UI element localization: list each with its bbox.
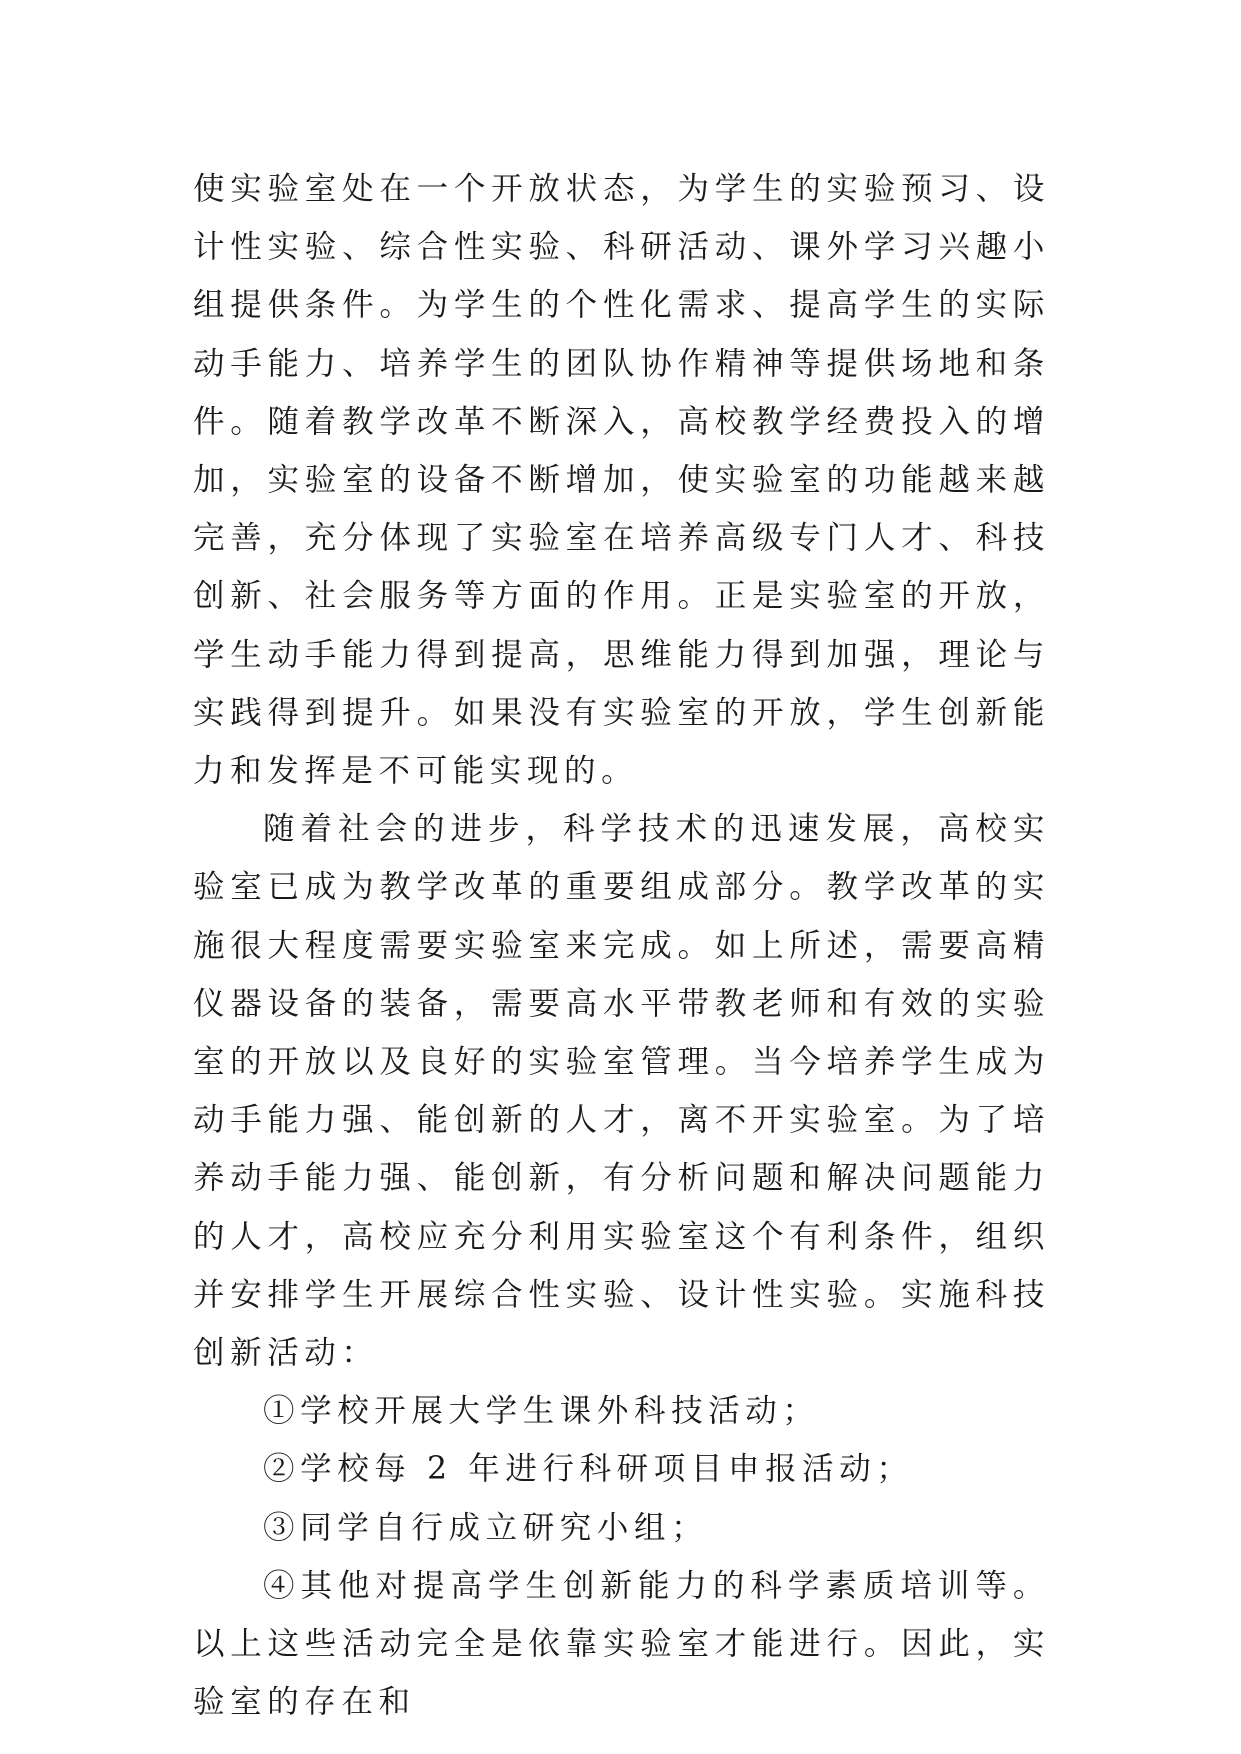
document-body	[193, 160, 1050, 1731]
body-paragraph: 使实验室处在一个开放状态，为学生的实验预习、设计性实验、综合性实验、科研活动、课外学习兴趣小组提供条件。为学生的个性化需求、提高学生的实际动手能力、培养学生的团队协作精神等提供场地和条件。随着教学改革不断深入，高校教学经费投入的增加，实验室的设备不断增加，使实验室的功能越来越完善，充分体现了实验室在培养高级专门人才、科技创新、社会服务等方面的作用。正是实验室的开放，学生动手能力得到提高，思维能力得到加强，理论与实践得到提升。如果没有实验室的开放，学生创新能力和发挥是不可能实现的。	[193, 171, 1050, 790]
list-item: ④其他对提高学生创新能力的科学素质培训等。以上这些活动完全是依靠实验室才能进行。因此，实验室的存在和	[193, 1567, 1050, 1721]
list-item: ②学校每 2 年进行科研项目申报活动；	[263, 1451, 914, 1488]
body-paragraph: 随着社会的进步，科学技术的迅速发展，高校实验室已成为教学改革的重要组成部分。教学改革的实施很大程度需要实验室来完成。如上所述，需要高精仪器设备的装备，需要高水平带教老师和有效的实验室的开放以及良好的实验室管理。当今培养学生成为动手能力强、能创新的人才，离不开实验室。为了培养动手能力强、能创新，有分析问题和解决问题能力的人才，高校应充分利用实验室这个有利条件，组织并安排学生开展综合性实验、设计性实验。实施科技创新活动：	[193, 811, 1050, 1372]
list-item: ①学校开展大学生课外科技活动；	[263, 1393, 820, 1430]
list-item: ③同学自行成立研究小组；	[263, 1509, 709, 1546]
